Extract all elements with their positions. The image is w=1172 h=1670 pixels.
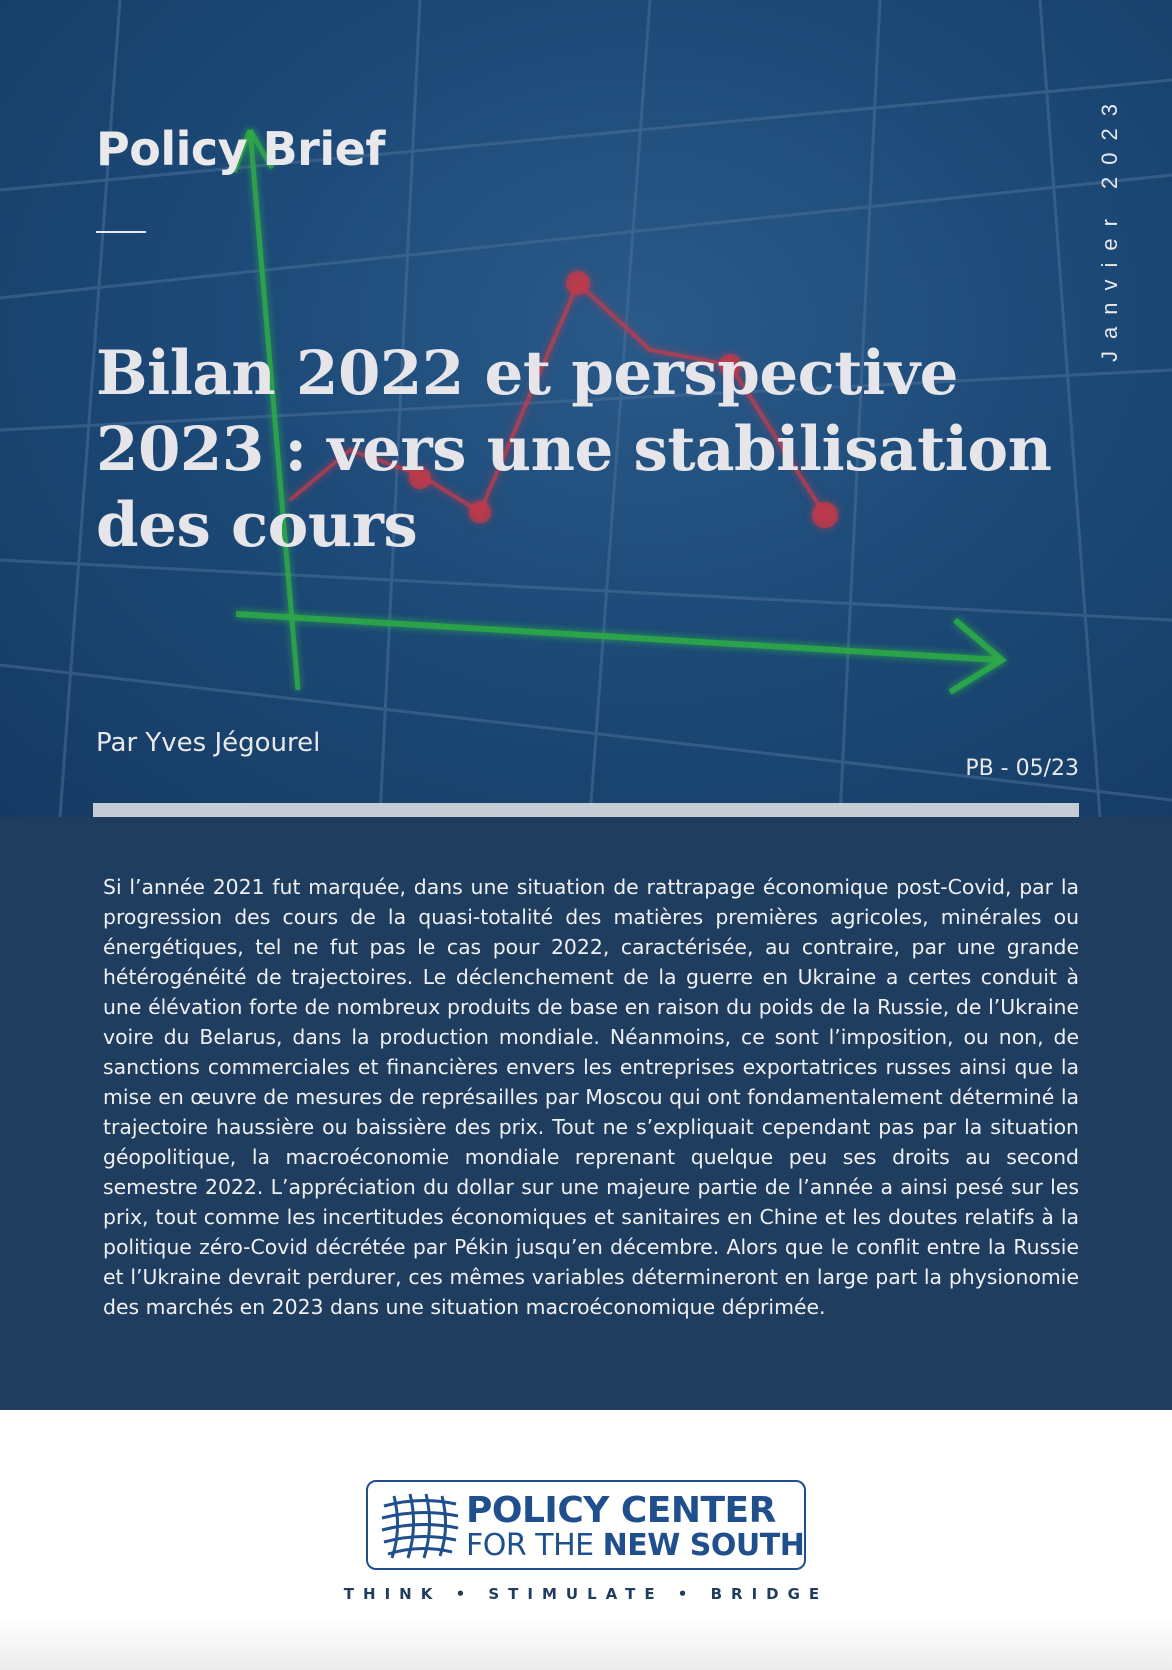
tagline: THINK • STIMULATE • BRIDGE bbox=[343, 1585, 829, 1603]
cover-bottom-bar bbox=[93, 803, 1079, 817]
abstract-section bbox=[0, 817, 1172, 1410]
abstract-text: Si l’année 2021 fut marquée, dans une situation de rattrapage économique post-Covid, par la progression des cours de la quasi-totalité des matières premières agricoles, minérales ou énergétiques, tel ne fut pas le cas pour 2022, caractérisée, au contraire, par une grande hétérogénéité de trajectoires. Le déclenchement de la guerre en Ukraine a certes conduit à une élévation forte de nombreux produits de base en raison du poids de la Russie, de l’Ukraine voire du Belarus, dans la production mondiale. Néanmoins, ce sont l’imposition, ou non, de sanctions commerciales et financières envers les entreprises exportatrices russes ainsi que la mise en œuvre de mesures de représailles par Moscou qui ont fondamentalement déterminé la trajectoire haussière ou baissière des prix. Tout ne s’expliquait cependant pas par la situation géopolitique, la macroéconomie mondiale reprenant quelque peu ses droits au second semestre 2022. L’appréciation du dollar sur une majeure partie de l’année a ainsi pesé sur les prix, tout comme les incertitudes économiques et sanitaires en Chine et les doutes relatifs à la politique zéro-Covid décrétée par Pékin jusqu’en décembre. Alors que le conflit entre la Russie et l’Ukraine devrait perdurer, ces mêmes variables détermineront en large part la physionomie des marchés en 2023 dans une situation macroéconomique déprimée. bbox=[103, 875, 1079, 1319]
author-byline: Par Yves Jégourel bbox=[96, 728, 321, 758]
publication-date: Janvier 2023 bbox=[1097, 92, 1122, 362]
x-axis-arrow bbox=[236, 614, 1000, 660]
logo-text-line2 bbox=[466, 1528, 804, 1563]
brief-type-label: Policy Brief bbox=[96, 122, 385, 176]
globe-mesh-icon bbox=[380, 1492, 460, 1560]
cover-section bbox=[0, 0, 1172, 817]
document-code: PB - 05/23 bbox=[965, 756, 1079, 781]
title-divider bbox=[96, 231, 146, 233]
policy-center-logo bbox=[366, 1480, 806, 1570]
logo-text-bold: NEW SOUTH bbox=[602, 1528, 805, 1563]
document-title: Bilan 2022 et perspective 2023 : vers une stabilisation des cours bbox=[96, 338, 1052, 561]
logo-text-prefix: FOR THE bbox=[466, 1528, 603, 1563]
logo-text-line1: POLICY CENTER bbox=[466, 1490, 776, 1531]
footer-section bbox=[0, 1410, 1172, 1670]
